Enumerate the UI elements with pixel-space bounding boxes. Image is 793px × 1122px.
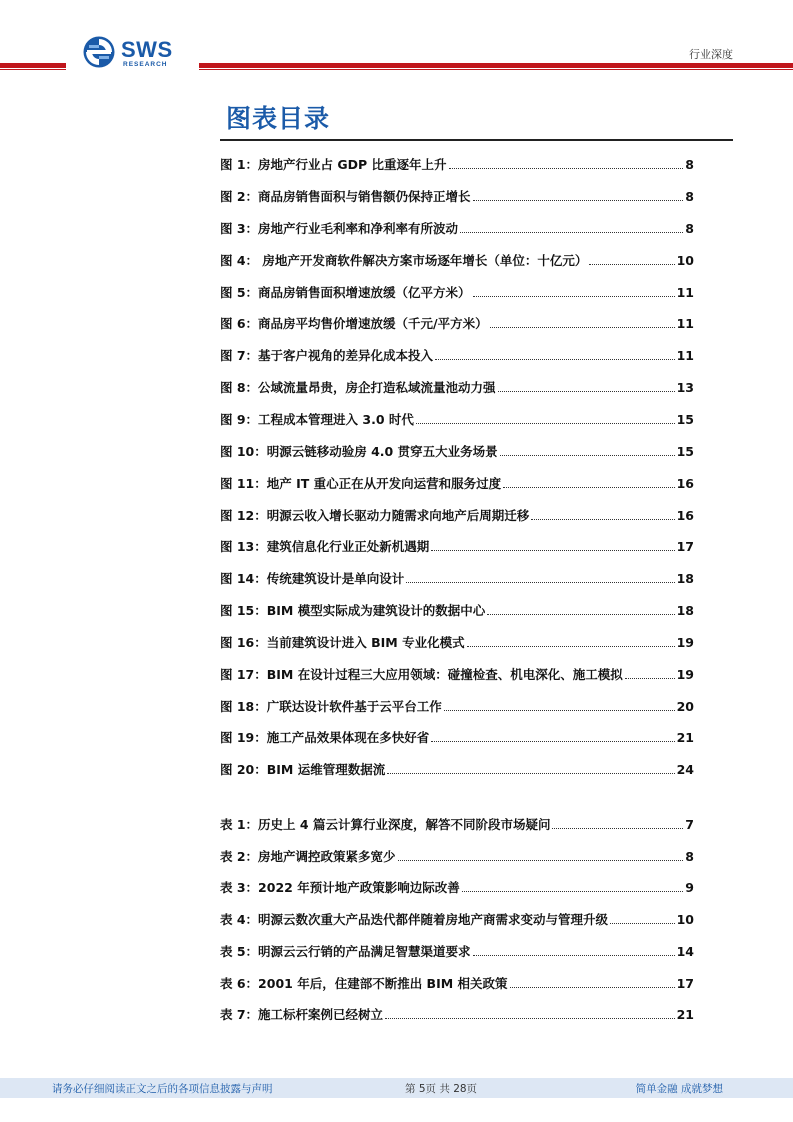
toc-entry-page: 8 [685, 221, 694, 236]
toc-leader-dots [435, 358, 675, 360]
toc-leader-dots [500, 454, 675, 456]
toc-entry-page: 7 [685, 817, 694, 832]
toc-entry-label: 图 3：房地产行业毛利率和净利率有所波动 [220, 221, 459, 236]
toc-entry-page: 21 [676, 730, 694, 745]
footer-slogan: 简单金融 成就梦想 [635, 1083, 723, 1095]
toc-entry-page: 8 [685, 849, 694, 864]
toc-entry-figure-13[interactable] [220, 536, 694, 556]
toc-entry-figure-9[interactable] [220, 409, 694, 429]
toc-leader-dots [444, 709, 675, 711]
toc-entry-label: 图 10：明源云链移动验房 4.0 贯穿五大业务场景 [220, 444, 498, 459]
toc-leader-dots [398, 859, 684, 861]
toc-entry-label: 表 6：2001 年后，住建部不断推出 BIM 相关政策 [220, 976, 508, 991]
toc-entry-page: 8 [685, 157, 694, 172]
toc-entry-page: 15 [676, 412, 694, 427]
toc-entry-page: 11 [676, 285, 694, 300]
toc-leader-dots [431, 740, 674, 742]
toc-entry-label: 图 11：地产 IT 重心正在从开发向运营和服务过度 [220, 476, 502, 491]
toc-entry-figure-7[interactable] [220, 345, 694, 365]
toc-entry-figure-18[interactable] [220, 696, 694, 716]
toc-entry-table-3[interactable] [220, 877, 694, 897]
toc-entry-label: 图 8：公域流量昂贵，房企打造私域流量池动力强 [220, 380, 496, 395]
toc-entry-figure-19[interactable] [220, 727, 694, 747]
toc-entry-table-7[interactable] [220, 1004, 694, 1024]
toc-entry-figure-17[interactable] [220, 664, 694, 684]
toc-entry-label: 表 7：施工标杆案例已经树立 [220, 1007, 384, 1022]
toc-entry-figure-1[interactable] [220, 154, 694, 174]
header-rule-right [199, 63, 793, 68]
toc-leader-dots [589, 263, 674, 265]
toc-entry-table-1[interactable] [220, 814, 694, 834]
toc-entry-label: 图 17：BIM 在设计过程三大应用领域：碰撞检查、机电深化、施工模拟 [220, 667, 623, 682]
toc-leader-dots [467, 645, 675, 647]
toc-entry-page: 11 [676, 348, 694, 363]
toc-leader-dots [531, 518, 674, 520]
toc-entry-page: 19 [676, 667, 694, 682]
toc-entry-figure-5[interactable] [220, 282, 694, 302]
toc-entry-page: 16 [676, 476, 694, 491]
toc-entry-figure-20[interactable] [220, 759, 694, 779]
toc-entry-page: 20 [676, 699, 694, 714]
toc-entry-label: 图 20：BIM 运维管理数据流 [220, 762, 386, 777]
toc-leader-dots [406, 581, 674, 583]
toc-entry-page: 21 [676, 1007, 694, 1022]
toc-leader-dots [387, 772, 674, 774]
page-title: 图表目录 [226, 104, 331, 133]
toc-entry-page: 8 [685, 189, 694, 204]
toc-entry-page: 10 [676, 253, 694, 268]
toc-leader-dots [385, 1017, 675, 1019]
toc-leader-dots [473, 295, 675, 297]
toc-entry-label: 表 1：历史上 4 篇云计算行业深度，解答不同阶段市场疑问 [220, 817, 551, 832]
toc-entry-label: 图 6：商品房平均售价增速放缓（千元/平方米） [220, 316, 488, 331]
toc-leader-dots [625, 677, 675, 679]
toc-leader-dots [510, 986, 675, 988]
toc-entry-page: 24 [676, 762, 694, 777]
title-divider [220, 139, 733, 141]
toc-entry-figure-11[interactable] [220, 473, 694, 493]
toc-entry-figure-10[interactable] [220, 441, 694, 461]
logo-subtitle: RESEARCH [123, 61, 168, 68]
footer-disclaimer: 请务必仔细阅读正文之后的各项信息披露与声明 [52, 1083, 273, 1095]
toc-entry-page: 10 [676, 912, 694, 927]
footer-page-number: 第 5页 共 28页 [405, 1083, 478, 1095]
toc-entry-label: 图 18：广联达设计软件基于云平台工作 [220, 699, 442, 714]
toc-leader-dots [431, 549, 674, 551]
toc-entry-figure-8[interactable] [220, 377, 694, 397]
sws-logo-mark-icon [83, 36, 115, 68]
header-rule-left [0, 63, 66, 68]
toc-entry-label: 图 4： 房地产开发商软件解决方案市场逐年增长（单位：十亿元） [220, 253, 588, 268]
toc-leader-dots [449, 167, 684, 169]
toc-entry-page: 9 [685, 880, 694, 895]
toc-entry-figure-3[interactable] [220, 218, 694, 238]
toc-entry-page: 17 [676, 976, 694, 991]
toc-entry-label: 图 5：商品房销售面积增速放缓（亿平方米） [220, 285, 471, 300]
toc-leader-dots [487, 613, 674, 615]
toc-leader-dots [473, 954, 675, 956]
toc-entry-figure-14[interactable] [220, 568, 694, 588]
header-category-tag: 行业深度 [689, 48, 733, 61]
toc-leader-dots [473, 199, 684, 201]
toc-entry-label: 表 2：房地产调控政策紧多宽少 [220, 849, 396, 864]
toc-entry-figure-16[interactable] [220, 632, 694, 652]
header-rule-left-thin [0, 69, 66, 70]
toc-entry-label: 表 4：明源云数次重大产品迭代都伴随着房地产商需求变动与管理升级 [220, 912, 609, 927]
toc-entry-page: 11 [676, 316, 694, 331]
toc-entry-figure-2[interactable] [220, 186, 694, 206]
toc-entry-label: 图 13：建筑信息化行业正处新机遇期 [220, 539, 430, 554]
toc-entry-figure-4[interactable] [220, 250, 694, 270]
toc-entry-table-4[interactable] [220, 909, 694, 929]
toc-entry-page: 15 [676, 444, 694, 459]
toc-entry-page: 18 [676, 603, 694, 618]
sws-logo [83, 36, 183, 72]
toc-entry-page: 13 [676, 380, 694, 395]
toc-entry-label: 表 5：明源云云行销的产品满足智慧渠道要求 [220, 944, 471, 959]
toc-leader-dots [460, 231, 683, 233]
toc-entry-label: 图 7：基于客户视角的差异化成本投入 [220, 348, 434, 363]
toc-entry-page: 19 [676, 635, 694, 650]
toc-entry-figure-6[interactable] [220, 313, 694, 333]
toc-entry-label: 图 15：BIM 模型实际成为建筑设计的数据中心 [220, 603, 486, 618]
toc-leader-dots [610, 922, 675, 924]
toc-leader-dots [503, 486, 674, 488]
toc-entry-table-5[interactable] [220, 941, 694, 961]
toc-entry-label: 图 2：商品房销售面积与销售额仍保持正增长 [220, 189, 471, 204]
toc-entry-page: 16 [676, 508, 694, 523]
toc-entry-label: 图 16：当前建筑设计进入 BIM 专业化模式 [220, 635, 465, 650]
toc-entry-page: 17 [676, 539, 694, 554]
header-rule-right-thin [199, 69, 793, 70]
toc-entry-table-2[interactable] [220, 846, 694, 866]
toc-entry-label: 表 3：2022 年预计地产政策影响边际改善 [220, 880, 460, 895]
toc-entry-page: 14 [676, 944, 694, 959]
toc-entry-label: 图 14：传统建筑设计是单向设计 [220, 571, 405, 586]
toc-entry-label: 图 9：工程成本管理进入 3.0 时代 [220, 412, 414, 427]
toc-leader-dots [416, 422, 675, 424]
toc-leader-dots [462, 890, 684, 892]
logo-name: SWS [121, 37, 173, 62]
toc-entry-figure-12[interactable] [220, 505, 694, 525]
toc-leader-dots [498, 390, 675, 392]
toc-entry-label: 图 12：明源云收入增长驱动力随需求向地产后周期迁移 [220, 508, 530, 523]
toc-entry-figure-15[interactable] [220, 600, 694, 620]
toc-entry-label: 图 1：房地产行业占 GDP 比重逐年上升 [220, 157, 447, 172]
toc-entry-table-6[interactable] [220, 973, 694, 993]
toc-entry-label: 图 19：施工产品效果体现在多快好省 [220, 730, 430, 745]
toc-leader-dots [552, 827, 683, 829]
toc-leader-dots [490, 326, 675, 328]
toc-entry-page: 18 [676, 571, 694, 586]
